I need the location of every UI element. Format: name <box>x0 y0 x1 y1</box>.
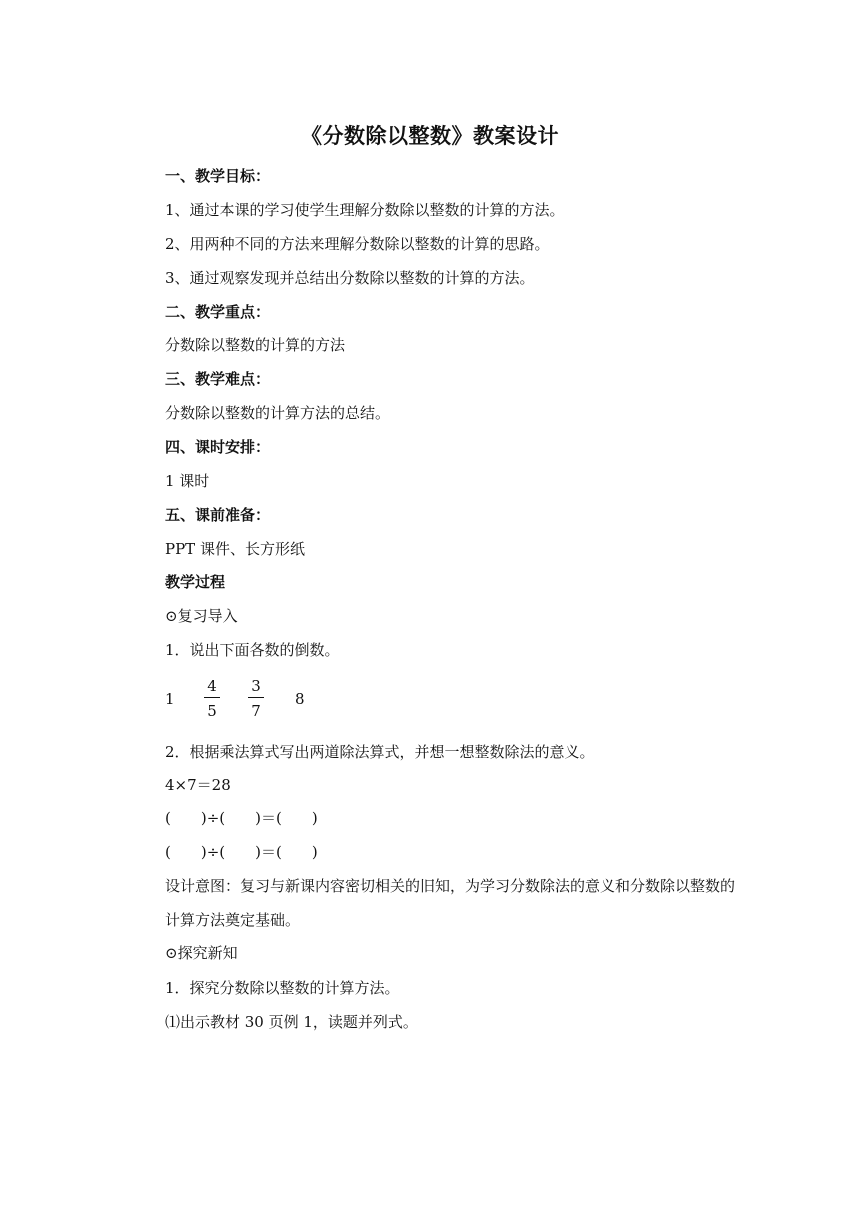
goal-item-2: 2、用两种不同的方法来理解分数除以整数的计算的思路。 <box>165 235 550 253</box>
difficult-heading: 三、教学难点： <box>165 370 271 388</box>
goals-heading: 一、教学目标： <box>165 167 271 185</box>
number-eight: 8 <box>295 690 305 708</box>
fraction-bar <box>204 697 220 698</box>
review-question-2: 2．根据乘法算式写出两道除法算式，并想一想整数除法的意义。 <box>165 743 595 761</box>
explore-question-1: 1．探究分数除以整数的计算方法。 <box>165 979 400 997</box>
fraction-denominator: 7 <box>251 702 261 720</box>
goal-item-1: 1、通过本课的学习使学生理解分数除以整数的计算的方法。 <box>165 201 565 219</box>
key-text: 分数除以整数的计算的方法 <box>165 336 346 354</box>
difficult-text: 分数除以整数的计算方法的总结。 <box>165 404 391 422</box>
fraction-bar <box>248 697 264 698</box>
goal-item-3: 3、通过观察发现并总结出分数除以整数的计算的方法。 <box>165 269 535 287</box>
fraction-numerator: 3 <box>251 677 261 695</box>
hours-heading: 四、课时安排： <box>165 438 271 456</box>
hours-text: 1 课时 <box>165 472 210 490</box>
design-intent-paragraph <box>165 869 745 937</box>
prep-heading: 五、课前准备： <box>165 506 271 524</box>
number-one: 1 <box>165 690 175 708</box>
prep-text: PPT 课件、长方形纸 <box>165 540 305 558</box>
design-intent-text: 设计意图：复习与新课内容密切相关的旧知，为学习分数除法的意义和分数除以整数的计算方法奠定基础。 <box>165 877 736 929</box>
review-question-1: 1．说出下面各数的倒数。 <box>165 641 340 659</box>
explore-heading: ⊙探究新知 <box>165 944 238 962</box>
division-blank-row-1: ( )÷( )＝( ) <box>165 809 318 827</box>
fraction-denominator: 5 <box>207 702 217 720</box>
document-title: 《分数除以整数》教案设计 <box>301 123 559 148</box>
key-heading: 二、教学重点： <box>165 303 271 321</box>
review-heading: ⊙复习导入 <box>165 607 238 625</box>
fraction-three-sevenths <box>248 676 264 721</box>
division-blank-row-2: ( )÷( )＝( ) <box>165 843 318 861</box>
fraction-four-fifths <box>204 676 220 721</box>
fraction-numerator: 4 <box>207 677 217 695</box>
multiplication-equation: 4×7＝28 <box>165 776 231 794</box>
explore-sub-item-1: ⑴出示教材 30 页例 1，读题并列式。 <box>165 1013 418 1031</box>
process-heading: 教学过程 <box>165 573 226 591</box>
